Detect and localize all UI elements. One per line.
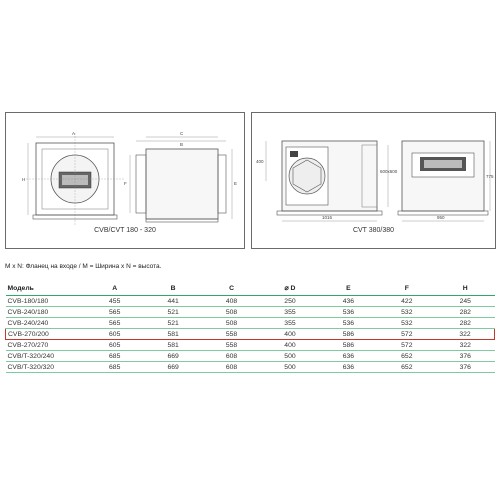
dimension-cell: 581 xyxy=(144,329,202,340)
dimension-cell: 685 xyxy=(86,362,144,373)
dimension-cell: 572 xyxy=(378,329,436,340)
dimension-cell: 455 xyxy=(86,296,144,307)
table-row xyxy=(6,362,495,373)
dimension-cell: 322 xyxy=(436,340,494,351)
dimension-cell: 565 xyxy=(86,307,144,318)
dimension-cell: 605 xyxy=(86,329,144,340)
dimension-cell: 521 xyxy=(144,307,202,318)
dimension-cell: 558 xyxy=(202,340,260,351)
table-row xyxy=(6,296,495,307)
dimension-cell: 669 xyxy=(144,362,202,373)
dimension-cell: 572 xyxy=(378,340,436,351)
dimension-cell: 586 xyxy=(319,329,377,340)
model-cell: CVB-180/180 xyxy=(6,296,86,307)
dimension-cell: 521 xyxy=(144,318,202,329)
dim-1016-label: 1016 xyxy=(322,215,333,220)
dimension-cell: 652 xyxy=(378,351,436,362)
dimension-cell: 376 xyxy=(436,362,494,373)
table-body xyxy=(6,296,495,373)
model-cell: CVB-270/200 xyxy=(6,329,86,340)
dimension-cell: 282 xyxy=(436,307,494,318)
dimension-cell: 608 xyxy=(202,362,260,373)
dimension-cell: 685 xyxy=(86,351,144,362)
dimension-cell: 408 xyxy=(202,296,260,307)
table-row xyxy=(6,307,495,318)
dimension-cell: 532 xyxy=(378,307,436,318)
dim-400-label: 400 xyxy=(256,159,264,164)
dimension-cell: 586 xyxy=(319,340,377,351)
table-header-cell: F xyxy=(378,281,436,296)
dimension-cell: 581 xyxy=(144,340,202,351)
model-cell: CVB/T-320/320 xyxy=(6,362,86,373)
table-header-cell: A xyxy=(86,281,144,296)
dimension-cell: 508 xyxy=(202,318,260,329)
model-cell: CVB-240/180 xyxy=(6,307,86,318)
dim-a-label: A xyxy=(72,131,76,136)
table-header-cell: C xyxy=(202,281,260,296)
dimension-cell: 608 xyxy=(202,351,260,362)
right-drawing-caption: CVT 380/380 xyxy=(352,227,395,234)
table-row xyxy=(6,340,495,351)
technical-drawing-cvt-380 xyxy=(251,112,496,249)
dim-950-label: 950 xyxy=(437,215,445,220)
dimension-cell: 400 xyxy=(261,340,319,351)
dimension-cell: 376 xyxy=(436,351,494,362)
dim-f-label: F xyxy=(124,181,127,186)
dim-h-label: H xyxy=(22,177,26,182)
table-row xyxy=(6,329,495,340)
dim-c-label: C xyxy=(180,131,184,136)
technical-drawing-cvb-cvt-180-320 xyxy=(5,112,245,249)
dim-775-label: 775 xyxy=(486,174,494,179)
dimension-cell: 355 xyxy=(261,318,319,329)
dimension-cell: 558 xyxy=(202,329,260,340)
dim-e-label: E xyxy=(234,181,238,186)
table-header-cell: Модель xyxy=(6,281,86,296)
dimension-cell: 565 xyxy=(86,318,144,329)
dimension-cell: 636 xyxy=(319,362,377,373)
dimension-cell: 500 xyxy=(261,351,319,362)
dimension-cell: 636 xyxy=(319,351,377,362)
left-drawing-caption: CVB/CVT 180 - 320 xyxy=(94,227,156,234)
dimension-cell: 436 xyxy=(319,296,377,307)
dimension-cell: 532 xyxy=(378,318,436,329)
dimension-cell: 605 xyxy=(86,340,144,351)
dimension-cell: 322 xyxy=(436,329,494,340)
dimension-cell: 245 xyxy=(436,296,494,307)
dimension-cell: 669 xyxy=(144,351,202,362)
dimension-cell: 422 xyxy=(378,296,436,307)
model-cell: CVB/T-320/240 xyxy=(6,351,86,362)
model-cell: CVB-240/240 xyxy=(6,318,86,329)
dim-600-label: 600x600 xyxy=(380,169,398,174)
table-header-cell: ⌀ D xyxy=(261,281,319,296)
specification-table xyxy=(5,281,495,373)
dimension-cell: 282 xyxy=(436,318,494,329)
dimension-cell: 536 xyxy=(319,318,377,329)
dimension-cell: 250 xyxy=(261,296,319,307)
table-header-row xyxy=(6,281,495,296)
table-header-cell: B xyxy=(144,281,202,296)
table-header-cell: H xyxy=(436,281,494,296)
table-row xyxy=(6,351,495,362)
dim-b-label: B xyxy=(180,142,184,147)
dimension-cell: 536 xyxy=(319,307,377,318)
dimension-cell: 500 xyxy=(261,362,319,373)
legend-note: M x N: Фланец на входе / M = Ширина x N = высота. xyxy=(5,263,162,270)
table-row xyxy=(6,318,495,329)
dimension-cell: 400 xyxy=(261,329,319,340)
dimension-cell: 652 xyxy=(378,362,436,373)
dimension-cell: 441 xyxy=(144,296,202,307)
table-header-cell: E xyxy=(319,281,377,296)
dimension-cell: 355 xyxy=(261,307,319,318)
model-cell: CVB-270/270 xyxy=(6,340,86,351)
dimension-cell: 508 xyxy=(202,307,260,318)
